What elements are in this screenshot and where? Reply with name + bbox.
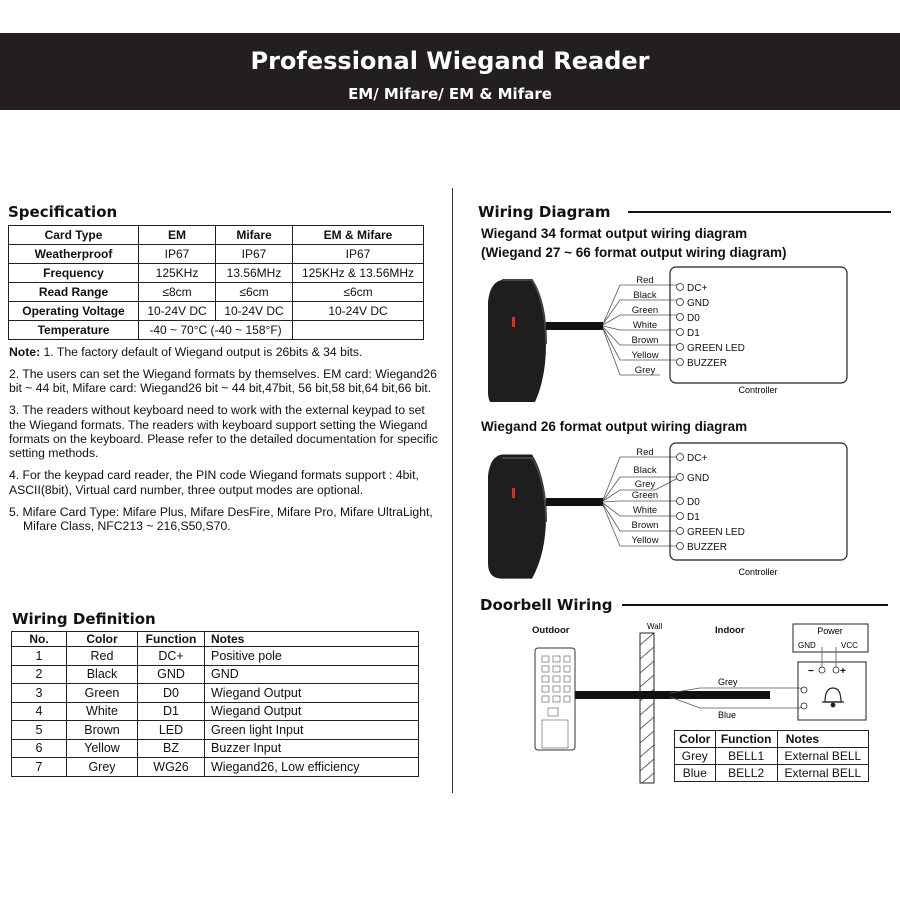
note-item: 3. The readers without keyboard need to work with the external keypad to set the Wiegand formats. The readers with keyboard support setting the Wiegand formats on the keyboard. Please refer to the detailed documentation for specific setting methods. bbox=[9, 403, 438, 461]
controller-label: Controller bbox=[738, 567, 778, 577]
spec-col-header: Mifare bbox=[216, 226, 293, 245]
bell-col-header: Notes bbox=[777, 731, 868, 748]
d34-subtitle: (Wiegand 27 ~ 66 format output wiring diagram) bbox=[481, 245, 787, 260]
terminal-label: BUZZER bbox=[687, 542, 727, 553]
wd-cell: BZ bbox=[138, 739, 205, 758]
wd-cell: Red bbox=[67, 647, 138, 666]
terminal-screws bbox=[677, 284, 684, 366]
wiring-def-title: Wiring Definition bbox=[12, 610, 156, 628]
table-row bbox=[12, 702, 419, 721]
table-row bbox=[12, 739, 419, 758]
wd-cell: Brown bbox=[67, 721, 138, 740]
wire-label: Yellow bbox=[631, 535, 659, 546]
table-row bbox=[675, 748, 869, 765]
note-label: Note: bbox=[9, 345, 41, 359]
controller-label: Controller bbox=[738, 385, 778, 395]
note-text: 1. The factory default of Wiegand output is 26bits & 34 bits. bbox=[43, 345, 363, 359]
bell-cell: Blue bbox=[675, 765, 716, 782]
bell-table bbox=[674, 730, 869, 782]
section-rule bbox=[628, 211, 891, 213]
wd-cell: Wiegand26, Low efficiency bbox=[205, 758, 419, 777]
spec-cell: 125KHz bbox=[139, 264, 216, 283]
wd-cell: LED bbox=[138, 721, 205, 740]
page-subtitle: EM/ Mifare/ EM & Mifare bbox=[348, 85, 552, 103]
wd-cell: GND bbox=[205, 665, 419, 684]
note-item: 2. The users can set the Wiegand formats by themselves. EM card: Wiegand26 bit ~ 44 bit, Mifare card: Wiegand26 bit ~ 44 bit,47bit, 56 bit,58 bit,64 bit,66 bit. bbox=[9, 366, 437, 396]
bell-cell: Grey bbox=[675, 748, 716, 765]
d26-diagram bbox=[480, 440, 890, 580]
table-row bbox=[9, 302, 424, 321]
wd-cell: 1 bbox=[12, 647, 67, 666]
wd-cell: 6 bbox=[12, 739, 67, 758]
wire-label-blue: Blue bbox=[718, 710, 737, 720]
wd-col-header: No. bbox=[12, 632, 67, 647]
table-row bbox=[9, 245, 424, 264]
wire-label: Grey bbox=[634, 479, 656, 490]
reader-device-icon bbox=[488, 454, 546, 578]
wiring-def-table bbox=[11, 631, 419, 777]
outdoor-label: Outdoor bbox=[532, 625, 570, 636]
wire-label: Brown bbox=[631, 335, 659, 346]
table-row bbox=[12, 721, 419, 740]
spec-cell: Frequency bbox=[9, 264, 139, 283]
spec-cell: IP67 bbox=[139, 245, 216, 264]
spec-cell: Weatherproof bbox=[9, 245, 139, 264]
table-row bbox=[12, 758, 419, 777]
table-row bbox=[9, 264, 424, 283]
wire-label: Black bbox=[633, 290, 657, 301]
wall-label: Wall bbox=[647, 622, 663, 631]
table-row bbox=[9, 283, 424, 302]
terminal-label: GREEN LED bbox=[687, 527, 745, 538]
indoor-label: Indoor bbox=[715, 625, 745, 636]
wd-cell: Wiegand Output bbox=[205, 684, 419, 703]
wiring-diagram-title: Wiring Diagram bbox=[478, 203, 611, 221]
spec-cell: ≤6cm bbox=[293, 283, 424, 302]
bell-col-header: Function bbox=[715, 731, 777, 748]
spec-cell: 125KHz & 13.56MHz bbox=[293, 264, 424, 283]
wd-cell: D1 bbox=[138, 702, 205, 721]
spec-title: Specification bbox=[8, 203, 118, 221]
wire-label: Grey bbox=[634, 365, 656, 376]
wire-label: Red bbox=[636, 275, 654, 286]
bell-cell: BELL2 bbox=[715, 765, 777, 782]
terminal-screws bbox=[677, 454, 684, 550]
d34-diagram bbox=[480, 262, 890, 402]
wd-cell: Black bbox=[67, 665, 138, 684]
wd-cell: Wiegand Output bbox=[205, 702, 419, 721]
wire-label: Red bbox=[636, 447, 654, 458]
spec-cell-empty bbox=[293, 321, 424, 340]
table-row bbox=[12, 665, 419, 684]
page-title: Professional Wiegand Reader bbox=[250, 47, 650, 75]
wd-col-header: Color bbox=[67, 632, 138, 647]
spec-cell: 10-24V DC bbox=[293, 302, 424, 321]
spec-cell: 13.56MHz bbox=[216, 264, 293, 283]
wd-cell: 3 bbox=[12, 684, 67, 703]
wd-cell: Grey bbox=[67, 758, 138, 777]
power-label: Power bbox=[817, 626, 843, 636]
spec-cell: 10-24V DC bbox=[139, 302, 216, 321]
gnd-label: GND bbox=[798, 641, 816, 650]
spec-cell: ≤6cm bbox=[216, 283, 293, 302]
reader-device-icon bbox=[488, 280, 546, 402]
cable bbox=[546, 498, 603, 506]
wd-cell: Green light Input bbox=[205, 721, 419, 740]
wd-cell: White bbox=[67, 702, 138, 721]
terminal-label: BUZZER bbox=[687, 358, 727, 369]
wire-label: Brown bbox=[631, 520, 659, 531]
power-wires bbox=[822, 647, 836, 670]
keypad-reader-icon bbox=[535, 648, 575, 750]
wire-label-grey: Grey bbox=[718, 677, 738, 687]
wd-cell: D0 bbox=[138, 684, 205, 703]
wire-label: Green bbox=[631, 305, 659, 316]
note-item: 4. For the keypad card reader, the PIN code Wiegand formats support : 4bit, ASCII(8bit), Virtual card number, three output modes are optional. bbox=[9, 468, 419, 497]
terminal-label: GND bbox=[687, 473, 710, 484]
notes-block bbox=[9, 345, 439, 541]
wire-label: Yellow bbox=[631, 350, 659, 361]
wd-cell: Green bbox=[67, 684, 138, 703]
spec-cell: 10-24V DC bbox=[216, 302, 293, 321]
wd-cell: Buzzer Input bbox=[205, 739, 419, 758]
terminal-label: D1 bbox=[687, 512, 700, 523]
terminal-label: GREEN LED bbox=[687, 343, 745, 354]
wd-cell: DC+ bbox=[138, 647, 205, 666]
bell-cell: External BELL bbox=[777, 765, 868, 782]
spec-cell: Temperature bbox=[9, 321, 139, 340]
table-row bbox=[12, 684, 419, 703]
spec-cell: IP67 bbox=[293, 245, 424, 264]
note-item bbox=[9, 345, 439, 359]
plus-sign: + bbox=[840, 666, 846, 677]
spec-col-header: Card Type bbox=[9, 226, 139, 245]
note-item: 5. Mifare Card Type: Mifare Plus, Mifare DesFire, Mifare Pro, Mifare UltraLight, Mifare Class, NFC213 ~ 216,S50,S70. bbox=[9, 504, 433, 534]
spec-cell: Operating Voltage bbox=[9, 302, 139, 321]
wd-cell: 5 bbox=[12, 721, 67, 740]
spec-table bbox=[8, 225, 424, 340]
terminal-label: GND bbox=[687, 298, 710, 309]
wd-cell: 2 bbox=[12, 665, 67, 684]
bell-icon bbox=[822, 688, 844, 707]
minus-sign: − bbox=[808, 666, 814, 677]
vcc-label: VCC bbox=[841, 641, 858, 650]
terminal-label: DC+ bbox=[687, 283, 708, 294]
cable bbox=[546, 322, 603, 330]
spec-col-header: EM bbox=[139, 226, 216, 245]
wire-label: White bbox=[632, 505, 658, 516]
page-header bbox=[0, 33, 900, 110]
wd-cell: 7 bbox=[12, 758, 67, 777]
wd-cell: WG26 bbox=[138, 758, 205, 777]
column-divider bbox=[452, 188, 453, 793]
wall bbox=[640, 633, 654, 783]
terminal-label: DC+ bbox=[687, 453, 708, 464]
section-rule bbox=[622, 604, 888, 606]
spec-cell: -40 ~ 70°C (-40 ~ 158°F) bbox=[139, 321, 293, 340]
terminal-label: D0 bbox=[687, 497, 700, 508]
spec-col-header: EM & Mifare bbox=[293, 226, 424, 245]
spec-cell: IP67 bbox=[216, 245, 293, 264]
d34-title: Wiegand 34 format output wiring diagram bbox=[481, 226, 748, 241]
terminal-label: D0 bbox=[687, 313, 700, 324]
wire-label: White bbox=[632, 320, 658, 331]
wd-cell: 4 bbox=[12, 702, 67, 721]
table-row bbox=[675, 765, 869, 782]
wire-label: Black bbox=[633, 465, 657, 476]
table-row bbox=[12, 647, 419, 666]
wd-col-header: Function bbox=[138, 632, 205, 647]
doorbell-title: Doorbell Wiring bbox=[480, 596, 613, 614]
wire-label: Green bbox=[631, 490, 659, 501]
spec-cell: ≤8cm bbox=[139, 283, 216, 302]
table-row bbox=[9, 321, 424, 340]
bell-col-header: Color bbox=[675, 731, 716, 748]
bell-cell: BELL1 bbox=[715, 748, 777, 765]
d26-title: Wiegand 26 format output wiring diagram bbox=[481, 419, 748, 434]
wd-col-header: Notes bbox=[205, 632, 419, 647]
wd-cell: Yellow bbox=[67, 739, 138, 758]
bell-cell: External BELL bbox=[777, 748, 868, 765]
terminal-label: D1 bbox=[687, 328, 700, 339]
spec-cell: Read Range bbox=[9, 283, 139, 302]
wd-cell: GND bbox=[138, 665, 205, 684]
wd-cell: Positive pole bbox=[205, 647, 419, 666]
